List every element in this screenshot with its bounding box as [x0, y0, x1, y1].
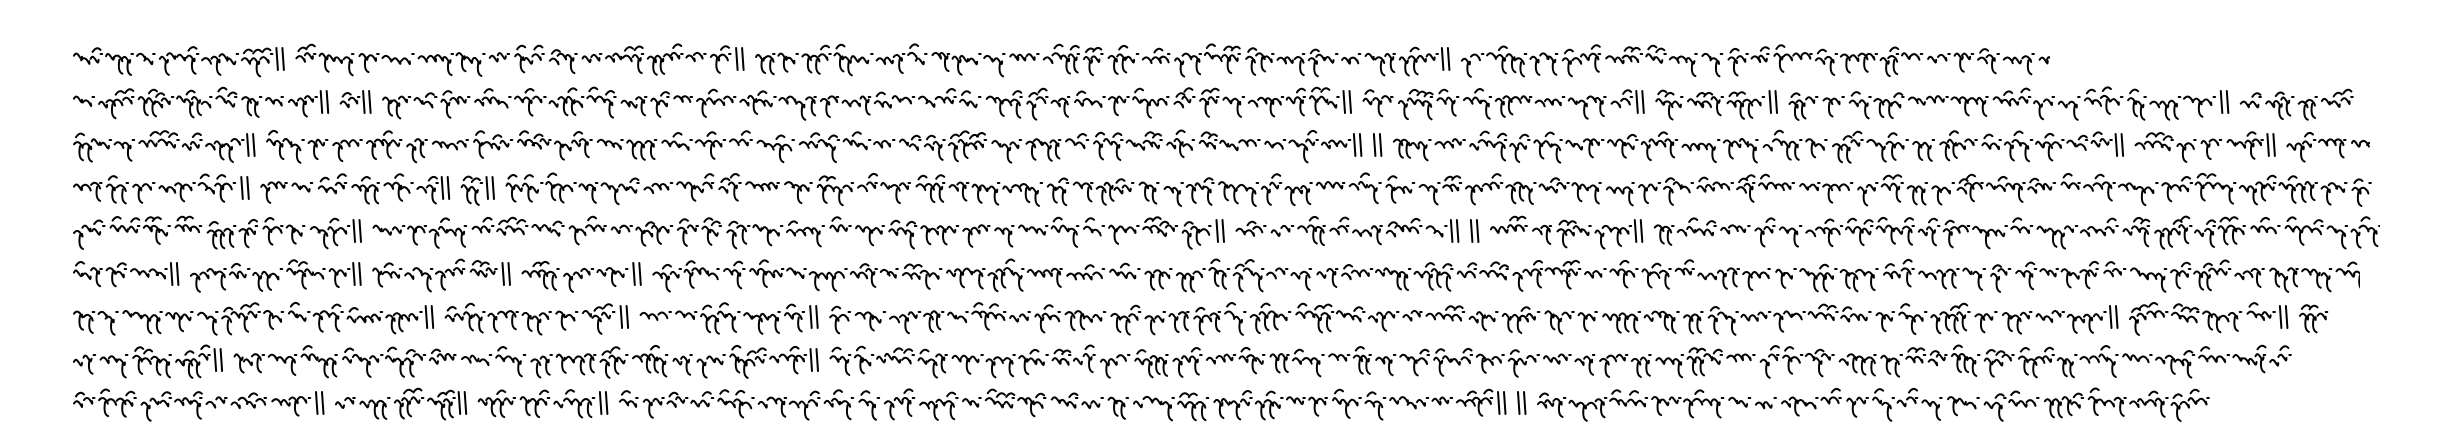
- manuscript-line: [70, 298, 2400, 338]
- manuscript-text-block: [70, 40, 2400, 427]
- manuscript-line: [70, 341, 2400, 381]
- manuscript-line: [70, 255, 2400, 295]
- manuscript-line: [70, 83, 2400, 123]
- manuscript-line: [70, 126, 2400, 166]
- manuscript-line: [70, 212, 2400, 252]
- manuscript-line: [70, 384, 2400, 424]
- manuscript-line: [70, 169, 2400, 209]
- manuscript-line: [70, 40, 2400, 80]
